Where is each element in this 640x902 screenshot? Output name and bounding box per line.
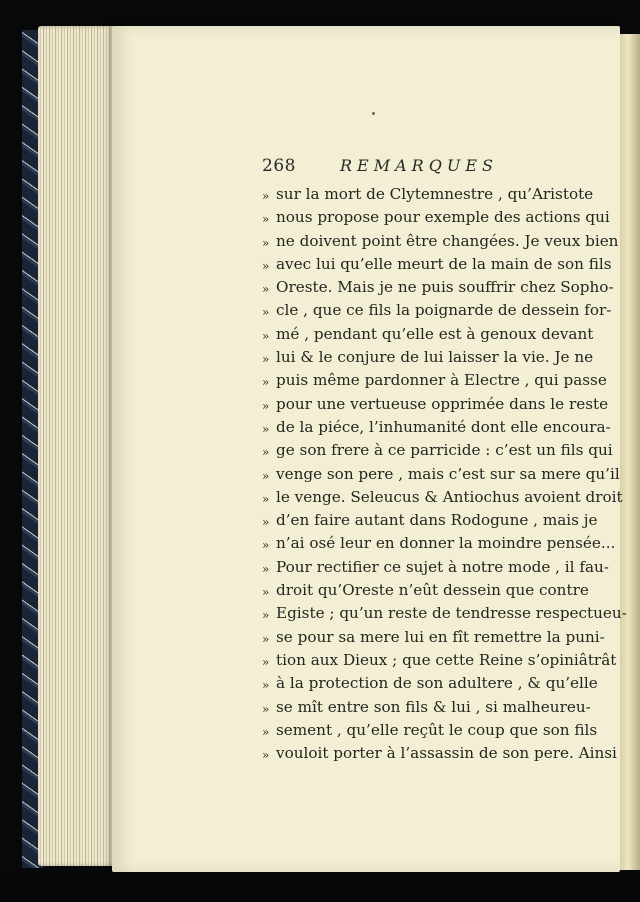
- line-text: n’ai osé leur en donner la moindre pensée...: [276, 534, 616, 553]
- quote-mark: »: [262, 678, 270, 693]
- text-line: [262, 439, 613, 462]
- text-line: [262, 276, 614, 299]
- line-text: d’en faire autant dans Rodogune , mais je: [276, 511, 598, 530]
- text-line: [262, 299, 612, 322]
- text-line: [262, 416, 611, 439]
- text-line: [262, 742, 617, 765]
- text-line: [262, 719, 598, 742]
- text-line: [262, 253, 612, 276]
- quote-mark: »: [262, 398, 270, 413]
- line-text: ge son frere à ce parricide : c’est un fils qui: [276, 441, 613, 460]
- page-header: [262, 156, 562, 180]
- text-line: [262, 183, 594, 206]
- quote-mark: »: [262, 724, 270, 739]
- line-text: puis même pardonner à Electre , qui passe: [276, 371, 607, 390]
- line-text: de la piéce, l’inhumanité dont elle encoura-: [276, 417, 611, 436]
- quote-mark: »: [262, 538, 270, 553]
- quote-mark: »: [262, 375, 270, 390]
- quote-mark: »: [262, 608, 270, 623]
- quote-mark: »: [262, 631, 270, 646]
- background-bottom: [0, 872, 640, 902]
- line-text: sur la mort de Clytemnestre , qu’Aristote: [276, 185, 594, 203]
- text-line: [262, 463, 620, 486]
- text-line: [262, 486, 623, 509]
- text-line: [262, 626, 605, 649]
- quote-mark: »: [262, 701, 270, 716]
- line-text: Egiste ; qu’un reste de tendresse respectueu-: [276, 604, 627, 623]
- quote-mark: »: [262, 212, 270, 227]
- text-line: [262, 509, 598, 532]
- text-line: [262, 556, 609, 579]
- quote-mark: »: [262, 491, 270, 506]
- line-text: ne doivent point être changées. Je veux bien: [276, 231, 619, 250]
- body-text: [262, 183, 627, 765]
- line-text: mé , pendant qu’elle est à genoux devant: [276, 324, 594, 343]
- quote-mark: »: [262, 585, 270, 600]
- text-line: [262, 230, 619, 253]
- ink-speck: [372, 112, 375, 115]
- text-line: [262, 369, 607, 392]
- quote-mark: »: [262, 235, 270, 250]
- line-text: cle , que ce fils la poignarde de dessein for-: [276, 301, 612, 320]
- line-text: avec lui qu’elle meurt de la main de son fils: [276, 254, 612, 273]
- line-text: le venge. Seleucus & Antiochus avoient droit: [276, 487, 623, 506]
- text-line: [262, 532, 616, 555]
- quote-mark: »: [262, 189, 270, 203]
- quote-mark: »: [262, 748, 270, 763]
- line-text: à la protection de son adultere , & qu’elle: [276, 674, 598, 693]
- running-head: REMARQUES: [340, 156, 498, 175]
- quote-mark: »: [262, 305, 270, 320]
- text-line: [262, 393, 609, 416]
- quote-mark: »: [262, 561, 270, 576]
- line-text: Oreste. Mais je ne puis souffrir chez Sopho-: [276, 278, 614, 297]
- line-text: venge son pere , mais c’est sur sa mere qu’il: [276, 464, 620, 483]
- quote-mark: »: [262, 515, 270, 530]
- quote-mark: »: [262, 328, 270, 343]
- line-text: lui & le conjure de lui laisser la vie. Je ne: [276, 348, 594, 367]
- line-text: nous propose pour exemple des actions qui: [276, 208, 610, 227]
- text-line: [262, 672, 598, 695]
- line-text: Pour rectifier ce sujet à notre mode , il fau-: [276, 557, 609, 576]
- text-line: [262, 649, 617, 672]
- text-line: [262, 346, 594, 369]
- quote-mark: »: [262, 468, 270, 483]
- quote-mark: »: [262, 282, 270, 297]
- text-line: [262, 696, 591, 719]
- line-text: vouloit porter à l’assassin de son pere. Ainsi: [276, 744, 617, 763]
- line-text: tion aux Dieux ; que cette Reine s’opiniâtrât: [276, 650, 617, 669]
- quote-mark: »: [262, 445, 270, 460]
- line-text: pour une vertueuse opprimée dans le reste: [276, 394, 609, 413]
- text-line: [262, 579, 589, 602]
- line-text: sement , qu’elle reçût le coup que son fils: [276, 720, 598, 739]
- text-line: [262, 323, 594, 346]
- quote-mark: »: [262, 258, 270, 273]
- line-text: se pour sa mere lui en fît remettre la puni-: [276, 627, 605, 646]
- text-line: [262, 206, 610, 229]
- text-line: [262, 602, 627, 625]
- line-text: se mît entre son fils & lui , si malheureu-: [276, 697, 591, 716]
- quote-mark: »: [262, 352, 270, 367]
- quote-mark: »: [262, 421, 270, 436]
- page-edges: [38, 26, 118, 866]
- line-text: droit qu’Oreste n’eût dessein que contre: [276, 581, 589, 600]
- page-number: 268: [262, 156, 296, 176]
- facing-page-edge: [620, 34, 640, 870]
- quote-mark: »: [262, 654, 270, 669]
